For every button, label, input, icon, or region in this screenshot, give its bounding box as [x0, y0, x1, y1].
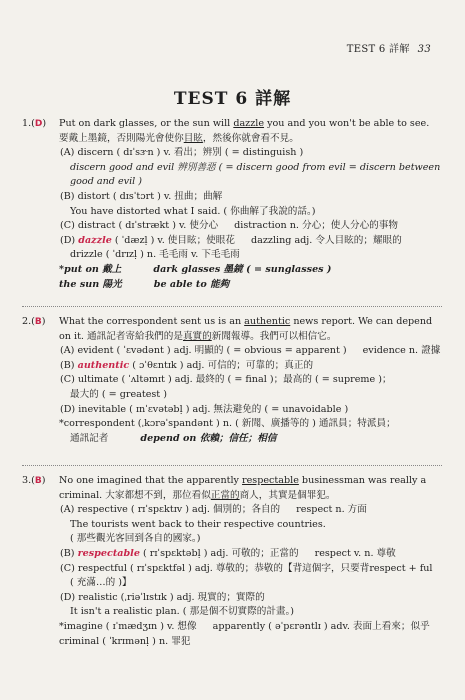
correct-answer-word: authentic	[77, 359, 130, 371]
vocab-line: *put on 戴上 dark glasses 墨鏡 ( = sunglasses )	[59, 263, 332, 275]
option-d: (D) inevitable ( ɪnˈɛvətəbḷ ) adj. 無法避免的 ( = unavoidable )	[60, 403, 349, 415]
question-translation: on it. 通訊記者寄給我們的是真實的新聞報導。我們可以相信它。	[59, 330, 337, 342]
option-b: (B) authentic ( ɔˈθɛntɪk ) adj. 可信的；可靠的；真正的	[60, 359, 314, 371]
answer-letter: B	[34, 476, 42, 486]
option-a-translation: ( 那些觀光客回到各自的國家。)	[70, 533, 201, 545]
vocab-line: the sun 陽光 be able to 能夠	[59, 278, 230, 290]
divider	[22, 306, 442, 307]
vocab-line: *imagine ( ɪˈmædʒɪn ) v. 想像 apparently ( əˈpɛrəntlɪ ) adv. 表面上看來；似乎	[59, 620, 430, 632]
option-d-note: drizzle ( ˈdrɪzḷ ) n. 毛毛雨 v. 下毛毛雨	[70, 249, 240, 261]
vocab-line: 通訊記者 depend on 依賴；信任；相信	[70, 432, 277, 444]
option-a: (A) respective ( rɪˈspɛktɪv ) adj. 個別的；各自的 respect n. 方面	[60, 504, 367, 516]
option-a-note: discern good and evil 辨別善惡 ( = discern good from evil = discern between	[70, 161, 441, 173]
option-d-example: It isn't a realistic plan. ( 那是個不切實際的計畫。)	[70, 606, 295, 618]
correct-answer-word: respectable	[77, 547, 140, 559]
question-stem: What the correspondent sent us is an authentic news report. We can depend	[59, 316, 433, 327]
option-b-example: You have distorted what I said. ( 你曲解了我說的話。)	[70, 205, 316, 217]
divider	[22, 465, 442, 466]
question-stem: No one imagined that the apparently respectable businessman was really a	[59, 475, 427, 486]
vocab-line: criminal ( ˈkrɪmənḷ ) n. 罪犯	[59, 635, 191, 647]
option-d: (D) realistic (ˌriəˈlɪstɪk ) adj. 現實的；實際的	[60, 591, 265, 603]
option-c: (C) respectful ( rɪˈspɛktfəl ) adj. 尊敬的；恭敬的【背這個字，只要背respect + ful	[60, 562, 433, 574]
question-translation: criminal. 大家都想不到，那位看似正當的商人，其實是個罪犯。	[59, 489, 336, 501]
header-title: TEST 6 詳解	[346, 44, 410, 55]
question-number: 2.(B)	[22, 316, 46, 327]
question-number: 1.(D)	[22, 118, 47, 129]
option-c-note: ( 充滿…的 )】	[70, 577, 132, 589]
question-3	[22, 474, 442, 649]
page-number: 33	[417, 44, 431, 55]
correct-answer-word: dazzle	[78, 234, 112, 246]
option-c-note: 最大的 ( = greatest )	[70, 388, 167, 400]
answer-letter: D	[34, 119, 43, 129]
question-2	[22, 315, 442, 446]
vocab-line: *correspondent (ˌkɔrəˈspandənt ) n. ( 新聞、廣播等的 ) 通訊員；特派員；	[59, 418, 396, 430]
option-a-example: The tourists went back to their respective countries.	[70, 518, 326, 530]
option-d: (D) dazzle ( ˈdæzḷ ) v. 使目眩；使眼花 dazzling adj. 令人目眩的；耀眼的	[60, 234, 402, 246]
option-a: (A) discern ( dɪˈsɝn ) v. 看出；辨別 ( = distinguish )	[60, 147, 304, 159]
option-b: (B) respectable ( rɪˈspɛktəbḷ ) adj. 可敬的；正當的 respect v. n. 尊敬	[60, 547, 396, 559]
page-title: TEST 6 詳解	[173, 89, 292, 109]
question-1	[22, 117, 442, 292]
option-c: (C) ultimate ( ˈʌltəmɪt ) adj. 最終的 ( = final )；最高的 ( = supreme )；	[60, 374, 392, 386]
answer-letter: B	[34, 317, 42, 327]
question-translation: 要戴上墨鏡，否則陽光會使你目眩，然後你就會看不見。	[59, 132, 299, 144]
option-c: (C) distract ( dɪˈstrækt ) v. 使分心 distraction n. 分心；使人分心的事物	[60, 220, 398, 232]
question-number: 3.(B)	[22, 475, 46, 486]
option-a-note: good and evil )	[70, 176, 142, 188]
option-a: (A) evident ( ˈɛvədənt ) adj. 明顯的 ( = obvious = apparent ) evidence n. 證據	[60, 345, 441, 357]
option-b: (B) distort ( dɪsˈtɔrt ) v. 扭曲；曲解	[60, 190, 223, 202]
running-head	[347, 40, 431, 55]
question-stem: Put on dark glasses, or the sun will dazzle you and you won't be able to see.	[59, 118, 430, 129]
